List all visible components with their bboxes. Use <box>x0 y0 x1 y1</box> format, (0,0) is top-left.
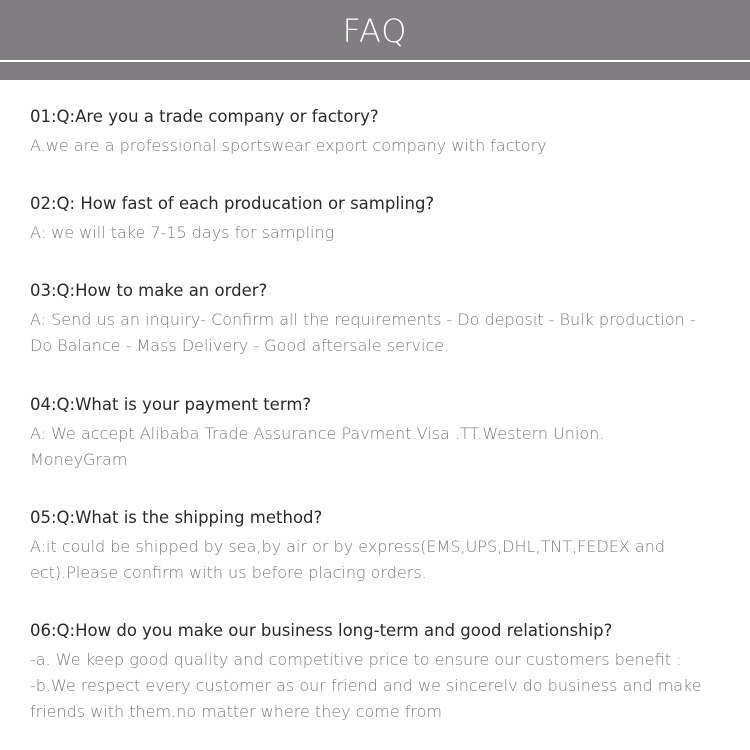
faq-item-3 <box>30 278 730 359</box>
page-title: FAQ <box>342 12 408 50</box>
faq-answer-line: -b.We respect every customer as our friend and we sincerelv do business and make <box>30 676 702 695</box>
faq-answer-line: Do Balance - Mass Delivery - Good aftersale service. <box>30 336 450 355</box>
faq-answer-line: A.we are a professional sportswear export company with factory <box>30 136 547 155</box>
faq-answer-line: ect).Please confirm with us before placing orders. <box>30 563 427 582</box>
faq-answer <box>30 534 730 586</box>
faq-answer <box>30 307 730 359</box>
faq-question: 03:Q:How to make an order? <box>30 281 268 300</box>
faq-answer-line: -a. We keep good quality and competitive price to ensure our customers benefit : <box>30 650 682 669</box>
faq-question: 05:Q:What is the shipping method? <box>30 508 323 527</box>
faq-question: 01:Q:Are you a trade company or factory? <box>30 107 379 126</box>
faq-item-1 <box>30 104 730 159</box>
faq-question: 02:Q: How fast of each producation or sampling? <box>30 194 435 213</box>
faq-answer <box>30 421 730 473</box>
faq-header <box>0 0 750 60</box>
faq-answer-line: A:it could be shipped by sea,by air or by express(EMS,UPS,DHL,TNT,FEDEX and <box>30 537 666 556</box>
faq-item-2 <box>30 191 730 246</box>
header-divider-bar <box>0 62 750 80</box>
faq-item-4 <box>30 392 730 473</box>
faq-answer <box>30 647 730 725</box>
faq-item-6 <box>30 618 730 725</box>
faq-answer-line: friends with them.no matter where they come from <box>30 702 443 721</box>
faq-answer-line: MoneyGram <box>30 450 128 469</box>
faq-question: 04:Q:What is your payment term? <box>30 395 312 414</box>
faq-answer <box>30 133 730 159</box>
faq-answer-line: A: Send us an inquiry- Confirm all the requirements - Do deposit - Bulk production - <box>30 310 696 329</box>
faq-answer <box>30 220 730 246</box>
faq-item-5 <box>30 505 730 586</box>
faq-question: 06:Q:How do you make our business long-term and good relationship? <box>30 621 613 640</box>
faq-answer-line: A: we will take 7-15 days for sampling <box>30 223 335 242</box>
faq-answer-line: A: We accept Alibaba Trade Assurance Pavment.Visa .TT.Western Union. <box>30 424 605 443</box>
